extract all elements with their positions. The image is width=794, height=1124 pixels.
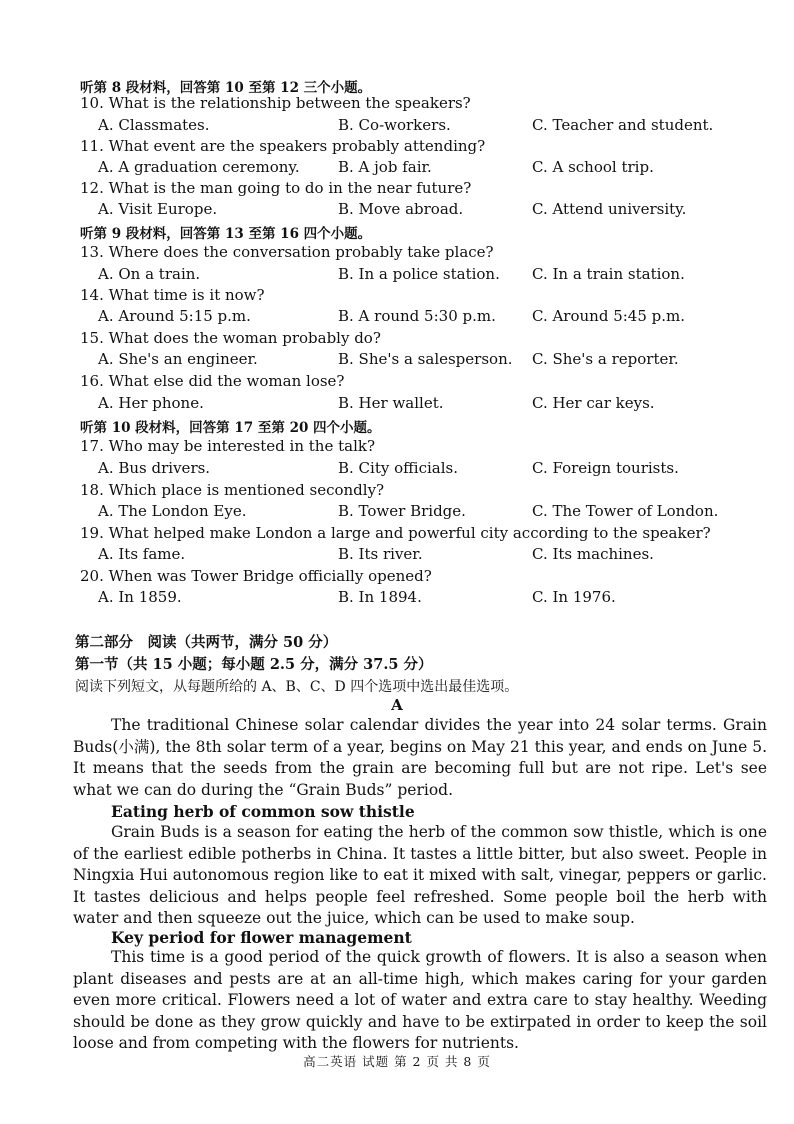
question-10-option-c: C. Teacher and student. xyxy=(532,116,714,134)
question-10-stem: 10. What is the relationship between the speakers? xyxy=(80,94,471,112)
question-19-option-a: A. Its fame. xyxy=(98,545,186,563)
question-18-stem: 18. Which place is mentioned secondly? xyxy=(80,481,385,499)
question-17-option-c: C. Foreign tourists. xyxy=(532,459,679,477)
question-12-stem: 12. What is the man going to do in the near future? xyxy=(80,179,472,197)
question-18-option-a: A. The London Eye. xyxy=(98,502,247,520)
question-13-option-b: B. In a police station. xyxy=(338,265,500,283)
reading-instruction: 阅读下列短文，从每题所给的 A、B、C、D 四个选项中选出最佳选项。 xyxy=(75,679,519,695)
question-18-option-b: B. Tower Bridge. xyxy=(338,502,466,520)
question-10-option-a: A. Classmates. xyxy=(98,116,210,134)
listening-section-9-header: 听第 9 段材料，回答第 13 至第 16 四个小题。 xyxy=(80,226,372,242)
question-14-option-b: B. A round 5:30 p.m. xyxy=(338,307,496,325)
question-18-option-c: C. The Tower of London. xyxy=(532,502,719,520)
subheading-flower-management: Key period for flower management xyxy=(111,928,412,947)
subheading-sow-thistle: Eating herb of common sow thistle xyxy=(111,802,415,821)
page-footer: 高二英语 试题 第 2 页 共 8 页 xyxy=(303,1054,491,1069)
question-17-option-a: A. Bus drivers. xyxy=(98,459,211,477)
question-16-option-a: A. Her phone. xyxy=(98,394,204,412)
question-13-option-c: C. In a train station. xyxy=(532,265,685,283)
question-16-option-c: C. Her car keys. xyxy=(532,394,655,412)
question-13-stem: 13. Where does the conversation probably take place? xyxy=(80,243,494,261)
question-19-option-b: B. Its river. xyxy=(338,545,423,563)
question-12-option-c: C. Attend university. xyxy=(532,200,687,218)
question-20-stem: 20. When was Tower Bridge officially opened? xyxy=(80,567,432,585)
question-20-option-c: C. In 1976. xyxy=(532,588,616,606)
passage-label: A xyxy=(391,696,403,714)
question-11-stem: 11. What event are the speakers probably attending? xyxy=(80,137,486,155)
question-12-option-a: A. Visit Europe. xyxy=(98,200,218,218)
question-12-option-b: B. Move abroad. xyxy=(338,200,464,218)
question-10-option-b: B. Co-workers. xyxy=(338,116,451,134)
question-14-stem: 14. What time is it now? xyxy=(80,286,265,304)
question-19-option-c: C. Its machines. xyxy=(532,545,654,563)
question-15-option-a: A. She's an engineer. xyxy=(98,350,258,368)
question-19-stem: 19. What helped make London a large and powerful city according to the speaker? xyxy=(80,524,711,542)
listening-section-8-header: 听第 8 段材料，回答第 10 至第 12 三个小题。 xyxy=(80,80,372,96)
question-17-option-b: B. City officials. xyxy=(338,459,458,477)
question-15-option-c: C. She's a reporter. xyxy=(532,350,679,368)
reading-section-title: 第一节（共 15 小题；每小题 2.5 分，满分 37.5 分） xyxy=(75,656,433,673)
question-20-option-a: A. In 1859. xyxy=(98,588,182,606)
reading-part-title: 第二部分 阅读（共两节，满分 50 分） xyxy=(75,634,338,651)
question-15-option-b: B. She's a salesperson. xyxy=(338,350,513,368)
question-16-option-b: B. Her wallet. xyxy=(338,394,444,412)
question-14-option-a: A. Around 5:15 p.m. xyxy=(98,307,251,325)
passage-intro-paragraph: The traditional Chinese solar calendar divides the year into 24 solar terms. Grain Buds(小满), the 8th solar term of a year, begins on May 21 this year, and ends on June 5. It means that the seeds from the grain are becoming full but are not ripe. Let's see what we can do during the “Grain Buds” period. xyxy=(73,716,767,799)
question-11-option-c: C. A school trip. xyxy=(532,158,654,176)
paragraph-flower-management: This time is a good period of the quick growth of flowers. It is also a season when plant diseases and pests are at an all-time high, which makes caring for your garden even more critical. Flowers need a lot of water and extra care to stay healthy. Weeding should be done as they grow quickly and have to be extirpated in order to keep the soil loose and from competing with the flowers for nutrients. xyxy=(73,948,767,1052)
question-20-option-b: B. In 1894. xyxy=(338,588,422,606)
question-15-stem: 15. What does the woman probably do? xyxy=(80,329,381,347)
question-16-stem: 16. What else did the woman lose? xyxy=(80,372,345,390)
question-11-option-a: A. A graduation ceremony. xyxy=(98,158,300,176)
question-11-option-b: B. A job fair. xyxy=(338,158,432,176)
question-13-option-a: A. On a train. xyxy=(98,265,201,283)
paragraph-sow-thistle: Grain Buds is a season for eating the herb of the common sow thistle, which is one of the earliest edible potherbs in China. It tastes a little bitter, but also sweet. People in Ningxia Hui autonomous region like to eat it mixed with salt, vinegar, peppers or garlic. It tastes delicious and helps people feel refreshed. Some people boil the herb with water and then squeeze out the juice, which can be used to make soup. xyxy=(73,823,767,927)
question-17-stem: 17. Who may be interested in the talk? xyxy=(80,437,375,455)
listening-section-10-header: 听第 10 段材料，回答第 17 至第 20 四个小题。 xyxy=(80,420,381,436)
question-14-option-c: C. Around 5:45 p.m. xyxy=(532,307,686,325)
